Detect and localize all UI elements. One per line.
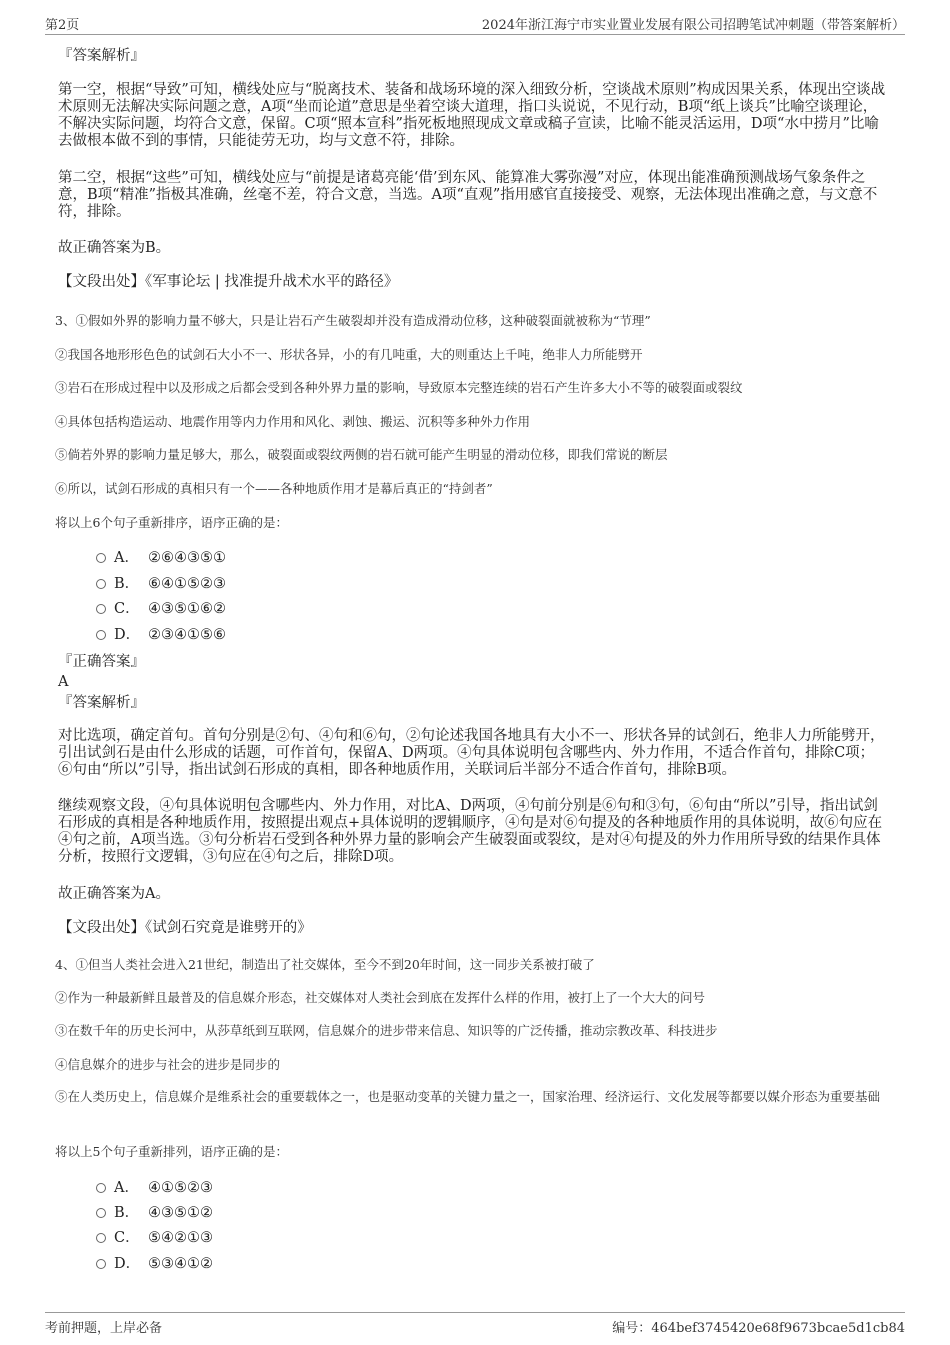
- question-4-option-a[interactable]: A． ④①⑤②③: [96, 1179, 213, 1197]
- analysis-paragraph-1: 对比选项，确定首句。首句分别是②句、④句和⑥句，②句论述我国各地具有大小不一、形状各异的试剑石，绝非人力所能劈开，引出试剑石是由什么形成的话题，可作首句，保留A、D两项。④句具体说明包含哪些内、外力作用，不适合作首句，排除C项；⑥句由“所以”引导，指出试剑石形成的真相，即各种地质作用，关联词后半部分不适合作首句，排除B项。: [58, 728, 885, 778]
- question-3-option-c[interactable]: C． ④③⑤①⑥②: [96, 600, 226, 618]
- radio-icon[interactable]: [96, 1183, 106, 1193]
- correct-answer-value: A: [58, 674, 69, 690]
- radio-icon[interactable]: [96, 604, 106, 614]
- analysis-label: 『答案解析』: [58, 48, 145, 64]
- question-3-option-d[interactable]: D． ②③④①⑤⑥: [96, 626, 226, 644]
- answer-conclusion: 故正确答案为A。: [58, 886, 170, 902]
- question-4-sentence-5: ⑤在人类历史上，信息媒介是维系社会的重要载体之一，也是驱动变革的关键力量之一，国家治理、经济运行、文化发展等都要以媒介形态为重要基础: [55, 1089, 881, 1104]
- question-4-sentence-4: ④信息媒介的进步与社会的进步是同步的: [55, 1057, 281, 1072]
- document-code: 编号：464bef3745420e68f9673bcae5d1cb84: [612, 1321, 905, 1336]
- source-citation: 【文段出处】《试剑石究竟是谁劈开的》: [58, 920, 312, 936]
- correct-answer-label: 『正确答案』: [58, 654, 145, 670]
- question-3-option-b[interactable]: B． ⑥④①⑤②③: [96, 575, 226, 593]
- radio-icon[interactable]: [96, 1233, 106, 1243]
- question-3-sentence-2: ②我国各地形形色色的试剑石大小不一、形状各异，小的有几吨重，大的则重达上千吨，绝非人力所能劈开: [55, 347, 643, 362]
- analysis-label: 『答案解析』: [58, 695, 145, 711]
- question-3-sentence-6: ⑥所以，试剑石形成的真相只有一个——各种地质作用才是幕后真正的“持剑者”: [55, 481, 493, 496]
- answer-conclusion: 故正确答案为B。: [58, 240, 171, 256]
- question-3-sentence-1: 3、①假如外界的影响力量不够大，只是让岩石产生破裂却并没有造成滑动位移，这种破裂面就被称为“节理”: [55, 313, 651, 328]
- question-3-sentence-5: ⑤倘若外界的影响力量足够大，那么，破裂面或裂纹两侧的岩石就可能产生明显的滑动位移，即我们常说的断层: [55, 447, 668, 462]
- question-3-sentence-3: ③岩石在形成过程中以及形成之后都会受到各种外界力量的影响，导致原本完整连续的岩石产生许多大小不等的破裂面或裂纹: [55, 380, 743, 395]
- radio-icon[interactable]: [96, 1259, 106, 1269]
- question-4-sentence-3: ③在数千年的历史长河中，从莎草纸到互联网，信息媒介的进步带来信息、知识等的广泛传播，推动宗教改革、科技进步: [55, 1023, 718, 1038]
- question-4-sentence-1: 4、①但当人类社会进入21世纪，制造出了社交媒体，至今不到20年时间，这一同步关系被打破了: [55, 957, 595, 972]
- analysis-paragraph-1: 第一空，根据“导致”可知，横线处应与“脱离技术、装备和战场环境的深入细致分析，空谈战术原则”构成因果关系，体现出空谈战术原则无法解决实际问题之意，A项“坐而论道”意思是坐着空谈大道理，指口头说说，不见行动，B项“纸上谈兵”比喻空谈理论，不解决实际问题，均符合文意，保留。C项“照本宣科”指死板地照现成文章或稿子宣读，比喻不能灵活运用，D项“水中捞月”比喻去做根本做不到的事情，只能徒劳无功，均与文意不符，排除。: [58, 82, 886, 149]
- question-4-option-b[interactable]: B． ④③⑤①②: [96, 1204, 213, 1222]
- question-4-sentence-2: ②作为一种最新鲜且最普及的信息媒介形态，社交媒体对人类社会到底在发挥什么样的作用，被打上了一个大大的问号: [55, 990, 706, 1005]
- question-4-prompt: 将以上5个句子重新排列，语序正确的是：: [55, 1144, 288, 1159]
- radio-icon[interactable]: [96, 553, 106, 563]
- radio-icon[interactable]: [96, 630, 106, 640]
- question-3-prompt: 将以上6个句子重新排序，语序正确的是：: [55, 515, 288, 530]
- radio-icon[interactable]: [96, 579, 106, 589]
- question-4-option-d[interactable]: D． ⑤③④①②: [96, 1255, 213, 1273]
- question-4-option-c[interactable]: C． ⑤④②①③: [96, 1229, 213, 1247]
- document-title: 2024年浙江海宁市实业置业发展有限公司招聘笔试冲刺题（带答案解析）: [481, 18, 905, 33]
- source-citation: 【文段出处】《军事论坛 | 找准提升战术水平的路径》: [58, 274, 399, 290]
- radio-icon[interactable]: [96, 1208, 106, 1218]
- footer-motto: 考前押题，上岸必备: [45, 1321, 163, 1336]
- page-header: [45, 12, 905, 35]
- page-number: 第2页: [45, 18, 80, 33]
- question-3-option-a[interactable]: A． ②⑥④③⑤①: [96, 549, 226, 567]
- analysis-paragraph-2: 第二空，根据“这些”可知，横线处应与“前提是诸葛亮能‘借’到东风、能算准大雾弥漫”对应，体现出能准确预测战场气象条件之意，B项“精准”指极其准确，丝毫不差，符合文意，当选。A项“直观”指用感官直接接受、观察，无法体现出准确之意，与文意不符，排除。: [58, 170, 878, 220]
- page-footer: [45, 1312, 905, 1336]
- question-3-sentence-4: ④具体包括构造运动、地震作用等内力作用和风化、剥蚀、搬运、沉积等多种外力作用: [55, 414, 531, 429]
- analysis-paragraph-2: 继续观察文段，④句具体说明包含哪些内、外力作用，对比A、D两项，④句前分别是⑥句和③句，⑥句由“所以”引导，指出试剑石形成的真相是各种地质作用，按照提出观点+具体说明的逻辑顺序，④句是对⑥句提及的各种地质作用的具体说明，故⑥句应在④句之前，A项当选。③句分析岩石受到各种外界力量的影响会产生破裂面或裂纹，是对④句提及的外力作用所导致的结果作具体分析，按照行文逻辑，③句应在④句之后，排除D项。: [58, 798, 883, 865]
